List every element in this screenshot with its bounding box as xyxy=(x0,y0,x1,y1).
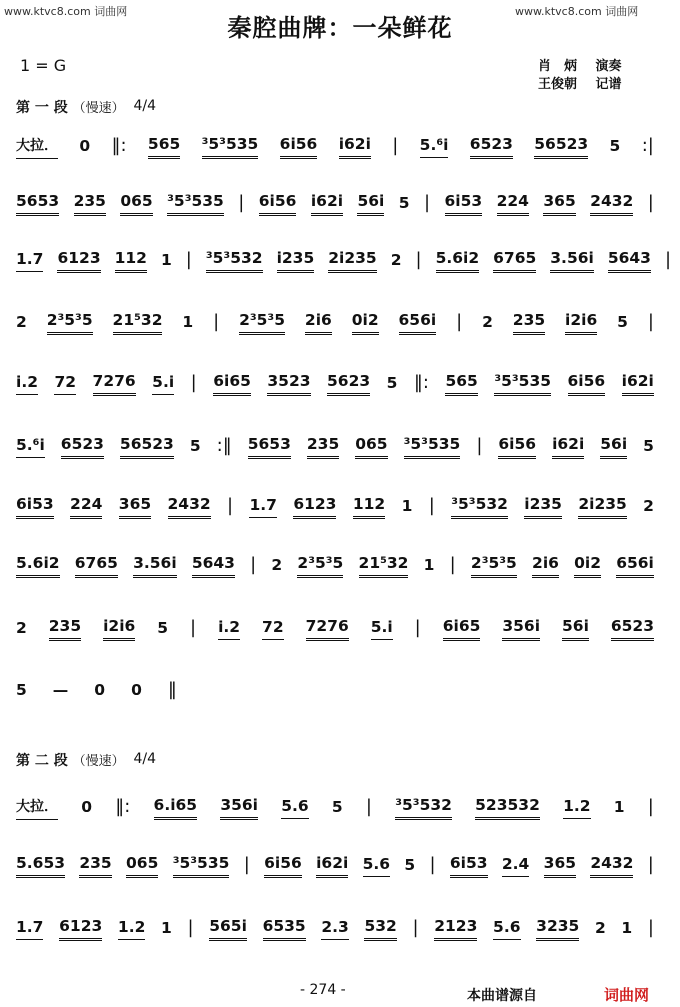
note-group: 3235 xyxy=(536,917,579,941)
barline: | xyxy=(647,311,654,332)
note-group: 5623 xyxy=(327,372,370,396)
section-label: 第 一 段 xyxy=(16,100,68,116)
note-group: i62i xyxy=(339,135,371,159)
note-group: 56523 xyxy=(120,435,174,459)
note-group: 21⁵32 xyxy=(113,311,163,335)
note-group: 0i2 xyxy=(574,554,601,578)
note-group: 6i53 xyxy=(450,854,488,878)
section-meter: 4/4 xyxy=(133,98,157,114)
note-group: 3523 xyxy=(267,372,310,396)
note-group: i2i6 xyxy=(103,617,135,641)
page-number: - 274 - xyxy=(300,982,346,998)
note-group: 5 xyxy=(404,855,416,874)
note-group: 565i xyxy=(209,917,247,941)
note-group: 2³5³5 xyxy=(47,311,93,335)
section-2-heading xyxy=(16,750,156,770)
barline: | xyxy=(190,617,197,638)
notation-line xyxy=(16,797,668,819)
note-group: 5 xyxy=(157,618,169,637)
note-group: 6i56 xyxy=(498,435,536,459)
note-group: 2432 xyxy=(590,854,633,878)
note-group: 72 xyxy=(54,373,76,395)
note-group: 5.653 xyxy=(16,854,65,878)
note-group: 2i235 xyxy=(328,249,376,273)
barline: | xyxy=(664,249,672,270)
barline: :‖ xyxy=(216,435,232,456)
barline: | xyxy=(185,249,192,270)
note-group: 2.4 xyxy=(502,855,529,877)
note-group: i62i xyxy=(622,372,654,396)
note-group: 1.2 xyxy=(118,918,145,940)
note-group: 532 xyxy=(364,917,396,941)
note-group: 224 xyxy=(70,495,102,519)
note-group: 0 xyxy=(94,680,106,699)
barline: | xyxy=(190,372,197,393)
note-group: 5 xyxy=(16,680,27,699)
note-group: 112 xyxy=(115,249,147,273)
note-group: 5 xyxy=(643,436,654,455)
note-group: ³5³535 xyxy=(173,854,230,878)
note-group: 365 xyxy=(543,192,575,216)
barline: ‖: xyxy=(111,135,127,156)
notation-line xyxy=(16,855,668,877)
note-group: ³5³532 xyxy=(206,249,263,273)
watermark-right: www.ktvc8.com 词曲网 xyxy=(515,5,639,18)
note-group: 5.6i2 xyxy=(16,554,60,578)
note-group: 5 xyxy=(609,136,621,155)
note-group: 2³5³5 xyxy=(471,554,517,578)
barline: | xyxy=(476,435,483,456)
note-group: ³5³535 xyxy=(404,435,461,459)
note-group: 1 xyxy=(161,918,172,937)
note-group: 1.7 xyxy=(249,496,276,518)
note-group: 2 xyxy=(16,618,27,637)
note-group: 6765 xyxy=(75,554,118,578)
barline: | xyxy=(414,617,421,638)
note-group: ³5³532 xyxy=(395,796,452,820)
note-group: ³5³532 xyxy=(451,495,508,519)
barline: | xyxy=(213,311,220,332)
barline: | xyxy=(392,135,399,156)
barline: | xyxy=(187,917,194,938)
section-label: 第 二 段 xyxy=(16,753,68,769)
note-group: 5 xyxy=(331,797,343,816)
note-group: 3.56i xyxy=(550,249,594,273)
note-group: 72 xyxy=(262,618,284,640)
section-tempo: （慢速） xyxy=(72,101,125,116)
note-group: ³5³535 xyxy=(202,135,259,159)
barline: | xyxy=(365,796,372,817)
note-group: 5643 xyxy=(192,554,235,578)
notator-name: 王俊朝 xyxy=(538,77,578,92)
barline: | xyxy=(428,495,435,516)
barline: | xyxy=(412,917,419,938)
note-group: 565 xyxy=(148,135,180,159)
instrument-label: 大拉． xyxy=(16,796,58,820)
note-group: 6i56 xyxy=(264,854,302,878)
barline: | xyxy=(647,192,654,213)
performer-name: 肖 炳 xyxy=(538,59,578,74)
note-group: 235 xyxy=(49,617,81,641)
note-group: 5653 xyxy=(248,435,291,459)
section-1-heading xyxy=(16,97,156,117)
note-group: 5.⁶i xyxy=(16,436,45,458)
barline: | xyxy=(647,917,654,938)
note-group: 112 xyxy=(353,495,385,519)
note-group: 2³5³5 xyxy=(297,554,343,578)
notation-line xyxy=(16,249,672,272)
barline: | xyxy=(429,854,436,875)
notation-line xyxy=(16,136,668,158)
note-group: 6i56 xyxy=(568,372,606,396)
note-group: 3.56i xyxy=(133,554,177,578)
barline: | xyxy=(415,249,422,270)
note-group: 235 xyxy=(74,192,106,216)
barline: | xyxy=(238,192,245,213)
note-group: i235 xyxy=(277,249,315,273)
note-group: 56i xyxy=(562,617,589,641)
instrument-label: 大拉． xyxy=(16,135,58,159)
note-group: 065 xyxy=(126,854,158,878)
notation-line xyxy=(16,496,668,518)
notator-role: 记谱 xyxy=(595,77,622,92)
note-group: i235 xyxy=(524,495,562,519)
note-group: 6523 xyxy=(611,617,654,641)
note-group: 1 xyxy=(401,496,413,515)
note-group: 235 xyxy=(513,311,545,335)
note-group: ³5³535 xyxy=(167,192,224,216)
note-group: 0 xyxy=(79,136,91,155)
barline: | xyxy=(647,854,654,875)
barline: :| xyxy=(641,135,654,156)
note-group: 5.6 xyxy=(493,918,520,940)
notation-line xyxy=(16,436,668,458)
note-group: 5 xyxy=(386,373,398,392)
note-group: 1 xyxy=(160,250,172,269)
note-group: 6i56 xyxy=(280,135,318,159)
note-group: 6i65 xyxy=(213,372,251,396)
note-group: 2i235 xyxy=(578,495,626,519)
barline: ‖ xyxy=(167,679,177,700)
note-group: 5.6i2 xyxy=(436,249,480,273)
barline: | xyxy=(250,554,257,575)
barline: | xyxy=(647,796,654,817)
note-group: 5643 xyxy=(608,249,651,273)
note-group: i2i6 xyxy=(565,311,597,335)
note-group: 7276 xyxy=(306,617,349,641)
note-group: 2432 xyxy=(590,192,633,216)
note-group: 1 xyxy=(621,918,633,937)
note-group: 656i xyxy=(616,554,654,578)
note-group: 6765 xyxy=(493,249,536,273)
key-signature: 1 = G xyxy=(20,56,67,75)
note-group: 5.i xyxy=(371,618,393,640)
note-group: 365 xyxy=(119,495,151,519)
note-group: 1.2 xyxy=(563,797,590,819)
note-group: 2³5³5 xyxy=(239,311,285,335)
note-group: 235 xyxy=(307,435,339,459)
note-group: 6i53 xyxy=(445,192,483,216)
note-group: 1.7 xyxy=(16,250,43,272)
note-group: i62i xyxy=(316,854,348,878)
note-group: 065 xyxy=(355,435,387,459)
note-group: 2 xyxy=(482,312,493,331)
note-group: 56i xyxy=(600,435,627,459)
note-group: 065 xyxy=(120,192,152,216)
note-group: 1.7 xyxy=(16,918,43,940)
barline: ‖: xyxy=(413,372,429,393)
note-group: 235 xyxy=(79,854,111,878)
note-group: i.2 xyxy=(16,373,38,395)
note-group: i62i xyxy=(552,435,584,459)
note-group: 565 xyxy=(445,372,477,396)
note-group: 6i65 xyxy=(443,617,481,641)
note-group: 21⁵32 xyxy=(359,554,409,578)
notation-line xyxy=(16,193,668,215)
note-group: 6.i65 xyxy=(154,796,198,820)
note-group: 2.3 xyxy=(321,918,348,940)
barline: | xyxy=(243,854,250,875)
note-group: 2 xyxy=(594,918,606,937)
note-group: ³5³535 xyxy=(494,372,551,396)
note-group: 356i xyxy=(502,617,540,641)
notation-line xyxy=(16,555,668,577)
note-group: 5 xyxy=(189,436,201,455)
note-group: 2 xyxy=(643,496,654,515)
note-group: 56523 xyxy=(534,135,588,159)
note-group: 5.6 xyxy=(281,797,308,819)
note-group: 356i xyxy=(220,796,258,820)
barline: | xyxy=(449,554,456,575)
note-group: 6i53 xyxy=(16,495,54,519)
note-group: — xyxy=(52,680,69,699)
note-group: 6123 xyxy=(59,917,102,941)
watermark-left: www.ktvc8.com 词曲网 xyxy=(4,5,128,18)
section-tempo: （慢速） xyxy=(72,754,125,769)
note-group: 6535 xyxy=(263,917,306,941)
note-group: 365 xyxy=(544,854,576,878)
note-group: 56i xyxy=(357,192,384,216)
note-group: i.2 xyxy=(218,618,240,640)
note-group: 1 xyxy=(182,312,194,331)
section-meter: 4/4 xyxy=(133,751,157,767)
note-group: i62i xyxy=(311,192,343,216)
note-group: 656i xyxy=(399,311,437,335)
performer-role: 演奏 xyxy=(595,59,622,74)
note-group: 6523 xyxy=(470,135,513,159)
notator-credit xyxy=(538,73,622,92)
note-group: 0i2 xyxy=(352,311,379,335)
note-group: 6123 xyxy=(293,495,336,519)
note-group: 2 xyxy=(271,555,283,574)
note-group: 6523 xyxy=(61,435,104,459)
source-label: 本曲谱源自 xyxy=(467,988,537,1004)
notation-line xyxy=(16,918,668,940)
note-group: 5653 xyxy=(16,192,59,216)
note-group: 5 xyxy=(398,193,410,212)
note-group: 2123 xyxy=(434,917,477,941)
note-group: 2432 xyxy=(168,495,211,519)
note-group: 5.6 xyxy=(363,855,390,877)
note-group: 6i56 xyxy=(259,192,297,216)
note-group: 5.i xyxy=(152,373,174,395)
note-group: 7276 xyxy=(93,372,136,396)
barline: | xyxy=(227,495,234,516)
note-group: 2 xyxy=(16,312,27,331)
barline: ‖: xyxy=(115,796,131,817)
note-group: 1 xyxy=(423,555,435,574)
note-group: 2 xyxy=(390,250,402,269)
note-group: 2i6 xyxy=(532,554,559,578)
page-title: 秦腔曲牌：一朵鲜花 xyxy=(227,14,453,42)
note-group: 6123 xyxy=(57,249,100,273)
note-group: 0 xyxy=(131,680,142,699)
performer-credit xyxy=(538,55,622,74)
barline: | xyxy=(424,192,431,213)
notation-line xyxy=(16,618,668,640)
note-group: 5.⁶i xyxy=(420,136,449,158)
note-group: 224 xyxy=(497,192,529,216)
note-group: 1 xyxy=(613,797,625,816)
note-group: 0 xyxy=(81,797,93,816)
barline: | xyxy=(456,311,463,332)
note-group: 2i6 xyxy=(305,311,332,335)
brand-logo: 词曲网 xyxy=(604,986,650,1004)
note-group: 5 xyxy=(617,312,628,331)
note-group: 523532 xyxy=(475,796,540,820)
notation-line xyxy=(16,373,668,395)
notation-line xyxy=(16,312,668,334)
notation-line xyxy=(16,680,668,702)
